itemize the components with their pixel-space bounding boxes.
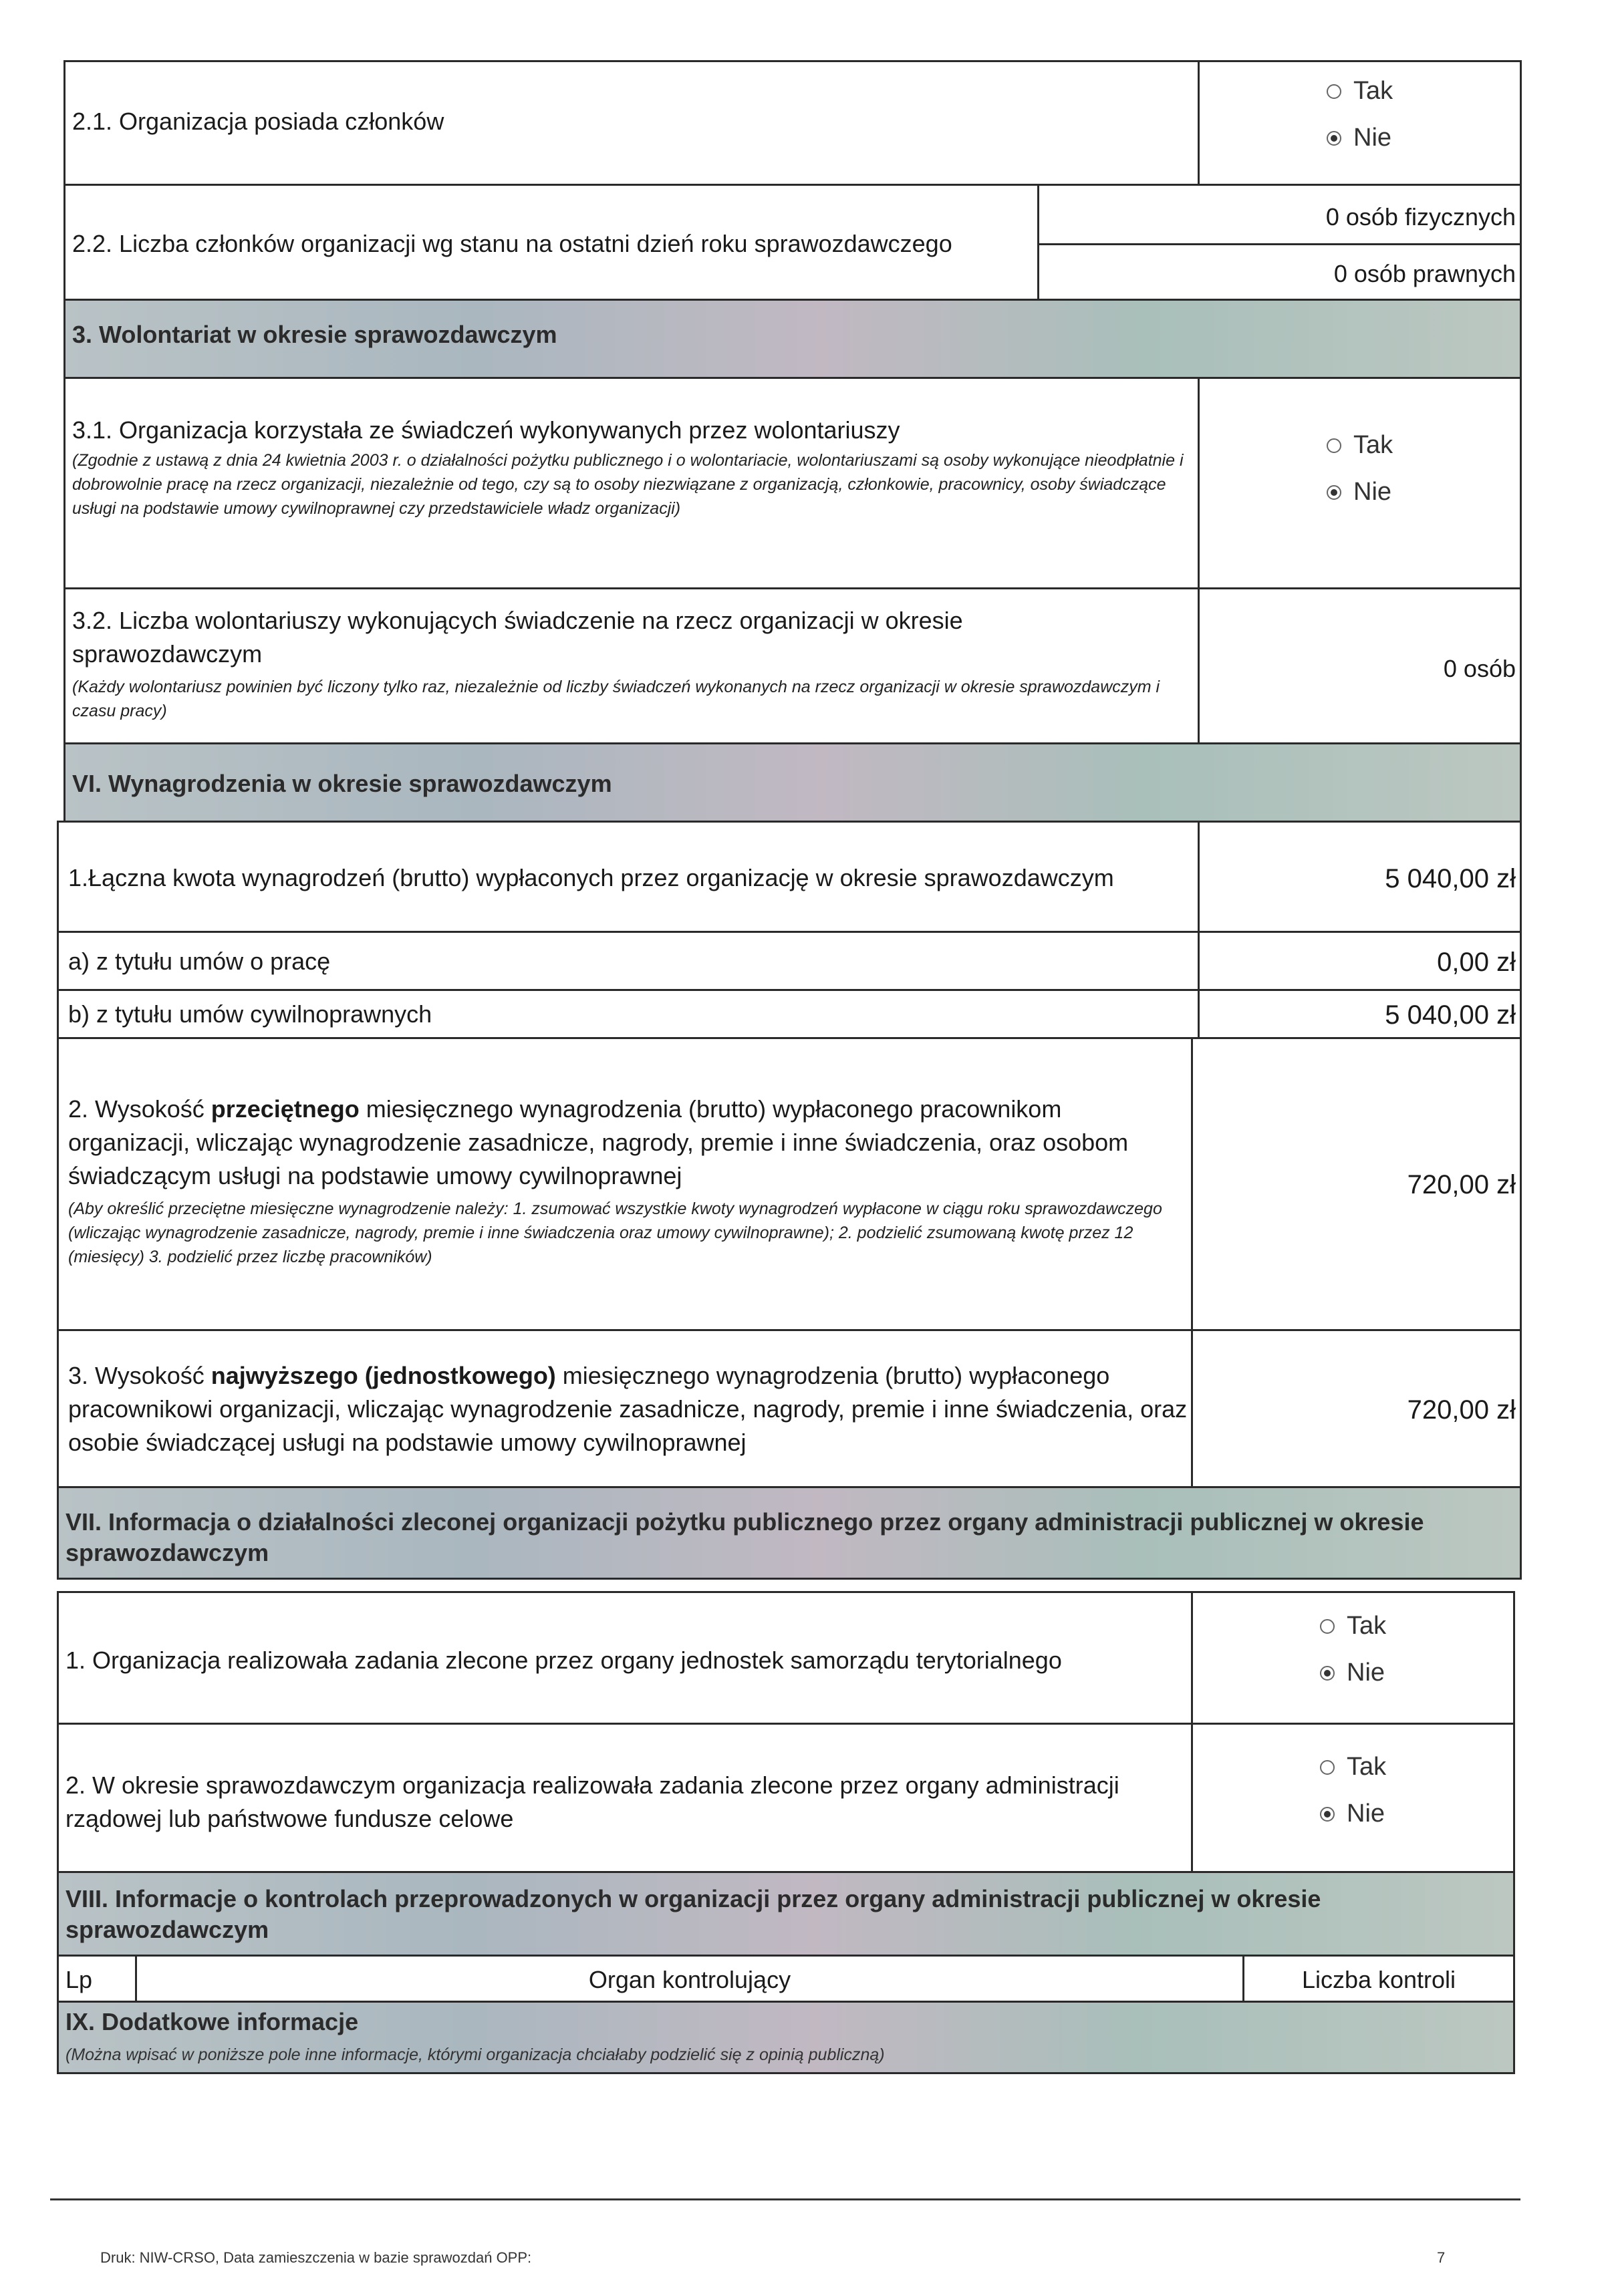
row-6-2-note: (Aby określić przeciętne miesięczne wynagrodzenie należy: 1. zsumować wszystkie kwoty wynagrodzeń wypłacone w ciągu roku sprawozdawczego (wliczając wynagrodzenie zasadnicze, nagrody, premie i inne świadczenia oraz umowy cywilnoprawne); 2. podzielić zsumowaną kwotę przez 12 (miesięcy) 3. podzielić przez liczbę pracowników) bbox=[68, 1199, 1162, 1266]
radio-circle-icon bbox=[1320, 1760, 1335, 1775]
radio-nie[interactable]: Nie bbox=[1320, 1659, 1385, 1687]
section-3-title: 3. Wolontariat w okresie sprawozdawczym bbox=[72, 321, 557, 348]
row-6-3 bbox=[57, 1329, 1193, 1488]
members-legal-value: 0 osób prawnych bbox=[1333, 260, 1516, 287]
radio-nie[interactable]: Nie bbox=[1327, 478, 1391, 507]
row-6-1 bbox=[57, 821, 1200, 933]
row-7-1-label: 1. Organizacja realizowała zadania zlecone przez organy jednostek samorządu terytorialnego bbox=[65, 1646, 1062, 1674]
average-salary-value: 720,00 zł bbox=[1407, 1170, 1516, 1199]
table-header-lp bbox=[57, 1955, 137, 2003]
section-viii-title: VIII. Informacje o kontrolach przeprowadzonych w organizacji przez organy administracji publicznej w okresie sprawozdawczym bbox=[65, 1885, 1321, 1943]
members-natural-value: 0 osób fizycznych bbox=[1325, 203, 1516, 231]
row-6-3-answer bbox=[1191, 1329, 1522, 1488]
row-2-2-val1 bbox=[1037, 184, 1522, 245]
row-7-2-label: 2. W okresie sprawozdawczym organizacja realizowała zadania zlecone przez organy administracji rządowej lub państwowe fundusze celowe bbox=[65, 1771, 1119, 1832]
volunteers-value: 0 osób bbox=[1443, 655, 1516, 682]
civil-contract-value: 5 040,00 zł bbox=[1385, 1000, 1516, 1030]
row-3-2-note: (Każdy wolontariusz powinien być liczony tylko raz, niezależnie od liczby świadczeń wykonanych na rzecz organizacji w okresie sprawozdawczym i czasu pracy) bbox=[72, 678, 1160, 720]
footer-divider bbox=[50, 2198, 1520, 2200]
row-2-2-label: 2.2. Liczba członków organizacji wg stanu na ostatni dzień roku sprawozdawczego bbox=[72, 230, 952, 257]
row-3-2-answer bbox=[1198, 587, 1522, 744]
row-3-1-note: (Zgodnie z ustawą z dnia 24 kwietnia 2003 r. o działalności pożytku publicznego i o wolontariacie, wolontariuszami są osoby wykonujące nieodpłatnie i dobrowolnie pracę na rzecz organizacji, niezależnie od tego, czy są to osoby niezwiązane z organizacją, członkowie, pracownicy, osoby świadczące usługi na podstawie umowy cywilnoprawnej czy przedstawiciele władz organizacji) bbox=[72, 451, 1184, 518]
footer-print-info: Druk: NIW-CRSO, Data zamieszczenia w bazie sprawozdań OPP: bbox=[100, 2249, 532, 2266]
radio-nie[interactable]: Nie bbox=[1327, 124, 1391, 152]
section-ix-note: (Można wpisać w poniższe pole inne informacje, którymi organizacja chciałaby podzielić się z opinią publiczną) bbox=[65, 2045, 885, 2064]
section-vii-title: VII. Informacja o działalności zleconej organizacji pożytku publicznego przez organy administracji publicznej w okresie sprawozdawczym bbox=[65, 1508, 1424, 1566]
row-3-1-answer bbox=[1198, 377, 1522, 589]
section-viii-header bbox=[57, 1871, 1515, 1957]
row-6-2 bbox=[57, 1037, 1193, 1331]
radio-circle-icon bbox=[1327, 84, 1341, 99]
row-6-1b bbox=[57, 989, 1200, 1039]
row-6-1a bbox=[57, 931, 1200, 991]
section-vi-header bbox=[63, 742, 1522, 823]
section-3-header bbox=[63, 299, 1522, 379]
section-ix-title: IX. Dodatkowe informacje bbox=[65, 2008, 359, 2035]
row-6-2-label: 2. Wysokość przeciętnego miesięcznego wynagrodzenia (brutto) wypłaconego pracownikom organizacji, wliczając wynagrodzenie zasadnicze, nagrody, premie i inne świadczenia, oraz osobom świadczącym usługi na podstawie umowy cywilnoprawnej bbox=[68, 1095, 1129, 1189]
row-3-1 bbox=[63, 377, 1200, 589]
row-6-1a-answer bbox=[1198, 931, 1522, 991]
radio-selected-icon bbox=[1320, 1666, 1335, 1681]
row-3-2-label: 3.2. Liczba wolontariuszy wykonujących świadczenie na rzecz organizacji w okresie sprawozdawczym bbox=[72, 607, 963, 668]
col-organ: Organ kontrolujący bbox=[588, 1966, 791, 1993]
row-2-1 bbox=[63, 60, 1200, 186]
row-6-1-label: 1.Łączna kwota wynagrodzeń (brutto) wypłaconych przez organizację w okresie sprawozdawczym bbox=[68, 864, 1114, 891]
row-6-3-label: 3. Wysokość najwyższego (jednostkowego) miesięcznego wynagrodzenia (brutto) wypłaconego pracownikowi organizacji, wliczając wynagrodzenie zasadnicze, nagrody, premie i inne świadczenia, oraz osobie świadczącej usługi na podstawie umowy cywilnoprawnej bbox=[68, 1362, 1188, 1456]
row-7-1 bbox=[57, 1591, 1193, 1725]
row-7-2 bbox=[57, 1723, 1193, 1873]
radio-tak[interactable]: Tak bbox=[1327, 77, 1393, 106]
radio-selected-icon bbox=[1327, 131, 1341, 146]
row-3-1-label: 3.1. Organizacja korzystała ze świadczeń wykonywanych przez wolontariuszy bbox=[72, 416, 900, 444]
radio-selected-icon bbox=[1327, 485, 1341, 500]
row-2-2 bbox=[63, 184, 1039, 301]
radio-circle-icon bbox=[1327, 438, 1341, 453]
table-header-organ bbox=[135, 1955, 1244, 2003]
radio-tak[interactable]: Tak bbox=[1320, 1612, 1386, 1640]
radio-selected-icon bbox=[1320, 1807, 1335, 1822]
total-salary-value: 5 040,00 zł bbox=[1385, 864, 1516, 893]
col-count: Liczba kontroli bbox=[1301, 1966, 1456, 1993]
col-lp: Lp bbox=[65, 1966, 93, 1993]
row-2-1-label: 2.1. Organizacja posiada członków bbox=[72, 108, 444, 135]
radio-nie[interactable]: Nie bbox=[1320, 1800, 1385, 1828]
row-7-1-answer bbox=[1191, 1591, 1515, 1725]
row-2-2-val2 bbox=[1037, 243, 1522, 301]
row-6-1a-label: a) z tytułu umów o pracę bbox=[68, 948, 331, 975]
section-vii-header bbox=[57, 1486, 1522, 1580]
row-2-1-answer bbox=[1198, 60, 1522, 186]
row-6-2-answer bbox=[1191, 1037, 1522, 1331]
row-7-2-answer bbox=[1191, 1723, 1515, 1873]
table-header-count bbox=[1242, 1955, 1515, 2003]
row-6-1-answer bbox=[1198, 821, 1522, 933]
section-ix-header bbox=[57, 2001, 1515, 2074]
employment-contract-value: 0,00 zł bbox=[1437, 948, 1516, 977]
row-3-2 bbox=[63, 587, 1200, 744]
radio-tak[interactable]: Tak bbox=[1327, 431, 1393, 460]
row-6-1b-answer bbox=[1198, 989, 1522, 1039]
radio-tak[interactable]: Tak bbox=[1320, 1753, 1386, 1781]
highest-salary-value: 720,00 zł bbox=[1407, 1395, 1516, 1425]
page-number: 7 bbox=[1437, 2249, 1446, 2266]
radio-circle-icon bbox=[1320, 1619, 1335, 1634]
section-vi-title: VI. Wynagrodzenia w okresie sprawozdawczym bbox=[72, 770, 612, 797]
row-6-1b-label: b) z tytułu umów cywilnoprawnych bbox=[68, 1000, 432, 1028]
